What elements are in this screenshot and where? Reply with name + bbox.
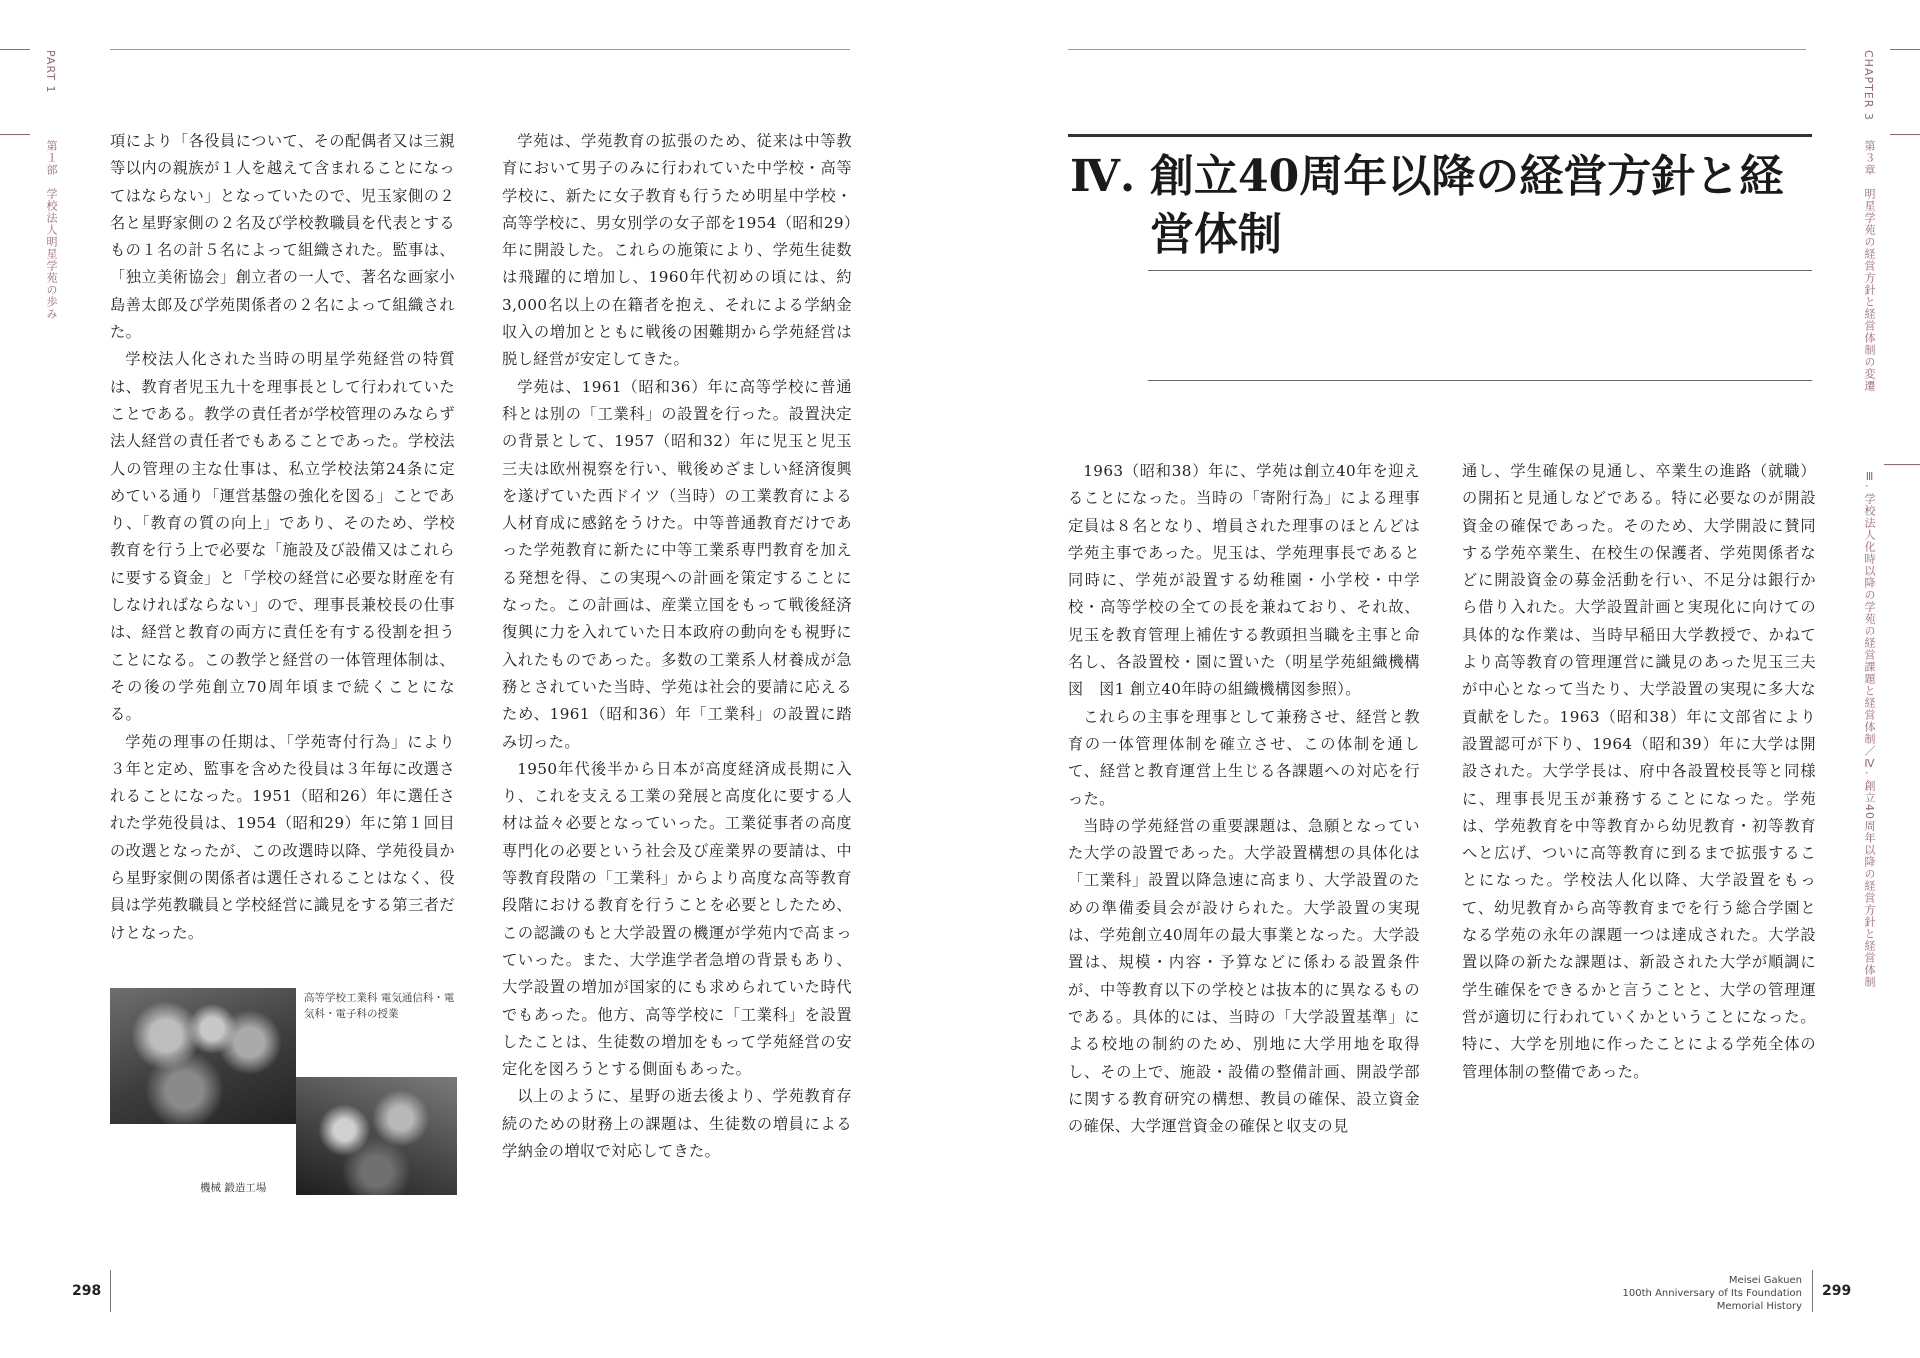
side-edge-right-top [1890,49,1920,50]
body-column-3 [1068,458,1420,1140]
paragraph: 学苑の理事の任期は、「学苑寄付行為」により３年と定め、監事を含めた役員は３年毎に改選されることになった。1951（昭和26）年に選任された学苑役員は、1954（昭和29）年に第１回目の改選となったが、この改選時以降、学苑役員から星野家側の関係者は選任されることはなく、役員は学苑教職員と学校経営に識見をする第三者だけとなった。 [110,732,455,942]
footer-divider-right [1812,1270,1813,1312]
top-rule-right [1068,49,1806,50]
part-label: PART 1 [44,50,57,94]
paragraph: 1950年代後半から日本が高度経済成長期に入り、これを支える工業の発展と高度化に要する人材は益々必要となっていった。工業従事者の高度専門化の必要という社会及び産業界の要請は、中等教育段階の「工業科」からより高度な高等教育段階における教育を行うことを必要としたため、この認識のもと大学設置の機運が学苑内で高まっていった。また、大学進学者急増の背景もあり、大学設置の増加が国家的にも求められていた時代でもあった。他方、高等学校に「工業科」を設置したことは、生徒数の増加をもって学苑経営の安定化を図ろうとする側面もあった。 [502,759,852,1079]
footer-title-line: Meisei Gakuen [1728,1275,1802,1286]
paragraph: 当時の学苑経営の重要課題は、急願となっていた大学の設置であった。大学設置構想の具体化は「工業科」設置以降急速に高まり、大学設置のための準備委員会が設けられた。大学設置の実現は、学苑創立40周年の最大事業となった。大学設置は、規模・内容・予算などに係わる設置条件が、中等教育以下の学校とは抜本的に異なるものである。具体的には、当時の「大学設置基準」による校地の制約のため、別地に大学用地を取得し、その上で、施設・設備の整備計画、開設学部に関する教育研究の構想、教員の確保、設立資金の確保、大学運営資金の確保と収支の見 [1068,816,1420,1136]
footer-title-line: Memorial History [1716,1301,1802,1312]
heading-number: Ⅳ. [1070,151,1136,202]
footer-book-title [1580,1274,1802,1313]
paragraph: 1963（昭和38）年に、学苑は創立40年を迎えることになった。当時の「寄附行為」による理事定員は８名となり、増員された理事のほとんどは学苑主事であった。児玉は、学苑理事長であると同時に、学苑が設置する幼稚園・小学校・中学校・高等学校の全ての長を兼ねており、それ故、児玉を教育管理上補佐する教頭担当職を主事と命名し、各設置校・園に置いた（明星学苑組織機構図 図1 創立40年時の組織機構図参照）。 [1068,462,1420,699]
chapter-subtitle: 第３章 明星学苑の経営方針と経営体制の変遷 [1863,140,1876,392]
classroom-photo [110,988,296,1124]
heading-rule-bottom [1148,380,1812,381]
chapter-label: CHAPTER 3 [1862,50,1875,121]
photo-caption-forge: 機械 鍛造工場 [200,1182,267,1194]
side-edge-right-sub2 [1884,464,1920,465]
body-column-4 [1462,458,1816,1086]
part-subtitle: 第１部 学校法人明星学苑の歩み [45,140,58,320]
chapter-section-heading [1070,148,1810,264]
paragraph: これらの主事を理事として兼務させ、経営と教育の一体管理体制を確立させ、この体制を通して、経営と教育運営上生じる各課題への対応を行った。 [1068,707,1420,808]
paragraph: 通し、学生確保の見通し、卒業生の進路（就職）の開拓と見通しなどである。特に必要なのが開設資金の確保であった。そのため、大学開設に賛同する学苑卒業生、在校生の保護者、学苑関係者などに開設資金の募金活動を行い、不足分は銀行から借り入れた。大学設置計画と実現化に向けての具体的な作業は、当時早稲田大学教授で、かねてより高等教育の管理運営に識見のあった児玉三夫が中心となって当たり、大学設置の実現に多大な貢献をした。1963（昭和38）年に文部省により設置認可が下り、1964（昭和39）年に大学は開設された。大学学長は、府中各設置校長等と同様に、理事長児玉が兼務することになった。学苑は、学苑教育を中等教育から幼児教育・初等教育へと広げ、ついに高等教育に到るまで拡張することになった。学校法人化以降、大学設置をもって、幼児教育から高等教育までを行う総合学園となる学苑の永年の課題一つは達成された。大学設置以降の新たな課題は、新設された大学が順調に学生確保をできるかと言うことと、大学の管理運営が適切に行われていくかということになった。特に、大学を別地に作ったことによる学苑全体の管理体制の整備であった。 [1462,462,1816,1081]
paragraph: 学苑は、1961（昭和36）年に高等学校に普通科とは別の「工業科」の設置を行った。設置決定の背景として、1957（昭和32）年に児玉と児玉三夫は欧州視察を行い、戦後めざましい経済復興を遂げていた西ドイツ（当時）の工業教育による人材育成に感銘をうけた。中等普通教育だけであった学苑教育に新たに中等工業系専門教育を加える発想を得、この実現への計画を策定することになった。この計画は、産業立国をもって戦後経済復興に力を入れていた日本政府の動向をも視野に入れたものであった。多数の工業系人材養成が急務とされていた当時、学苑は社会的要請に応えるため、1961（昭和36）年「工業科」の設置に踏み切った。 [502,377,852,751]
side-edge-left-sub [0,134,30,135]
photo-caption-classroom: 高等学校工業科 電気通信科・電気科・電子科の授業 [304,992,455,1020]
forge-workshop-photo [296,1077,457,1195]
body-column-2 [502,128,852,1165]
paragraph: 学苑は、学苑教育の拡張のため、従来は中等教育において男子のみに行われていた中学校・高等学校に、新たに女子教育も行うため明星中学校・高等学校に、男女別学の女子部を1954（昭和29）年に開設した。これらの施策により、学苑生徒数は飛躍的に増加し、1960年代初めの頃には、約3,000名以上の在籍者を抱え、それによる学納金収入の増加とともに戦後の困難期から学苑経営は脱し経営が安定してきた。 [502,132,852,369]
footer-title-line: 100th Anniversary of Its Foundation [1622,1288,1802,1299]
heading-rule-mid [1148,270,1812,271]
side-edge-right-sub [1890,134,1920,135]
side-edge-left-top [0,49,30,50]
body-column-1 [110,128,455,947]
top-rule-left [110,49,850,50]
heading-title: 創立40周年以降の経営方針と経営体制 [1150,151,1784,260]
page-number-right: 299 [1822,1283,1852,1299]
paragraph: 学校法人化された当時の明星学苑経営の特質は、教育者児玉九十を理事長として行われていたことである。教学の責任者が学校管理のみならず法人経営の責任者でもあることであった。学校法人の管理の主な仕事は、私立学校法第24条に定めている通り「運営基盤の強化を図る」ことであり、「教育の質の向上」であり、そのため、学校教育を行う上で必要な「施設及び設備又はこれらに要する資金」と「学校の経営に必要な財産を有しなければならない」ので、理事長兼校長の仕事は、経営と教育の両方に責任を有する役割を担うことになる。この教学と経営の一体管理体制は、その後の学苑創立70周年頃まで続くことになる。 [110,350,455,724]
footer-divider-left [110,1270,111,1312]
section-subtitle: Ⅲ. 学校法人化時以降の学苑の経営課題と経営体制／Ⅳ. 創立40周年以降の経営方針と経営体制 [1863,470,1876,988]
paragraph: 項により「各役員について、その配偶者又は三親等以内の親族が１人を越えて含まれることになってはならない」となっていたので、児玉家側の２名と星野家側の２名及び学校教職員を代表とするもの１名の計５名によって組織された。監事は、「独立美術協会」創立者の一人で、著名な画家小島善太郎及び学苑関係者の２名によって組織された。 [110,132,455,342]
page-number-left: 298 [72,1283,102,1299]
heading-rule-top [1068,134,1812,137]
paragraph: 以上のように、星野の逝去後より、学苑教育存続のための財務上の課題は、生徒数の増員による学納金の増収で対応してきた。 [502,1087,852,1160]
